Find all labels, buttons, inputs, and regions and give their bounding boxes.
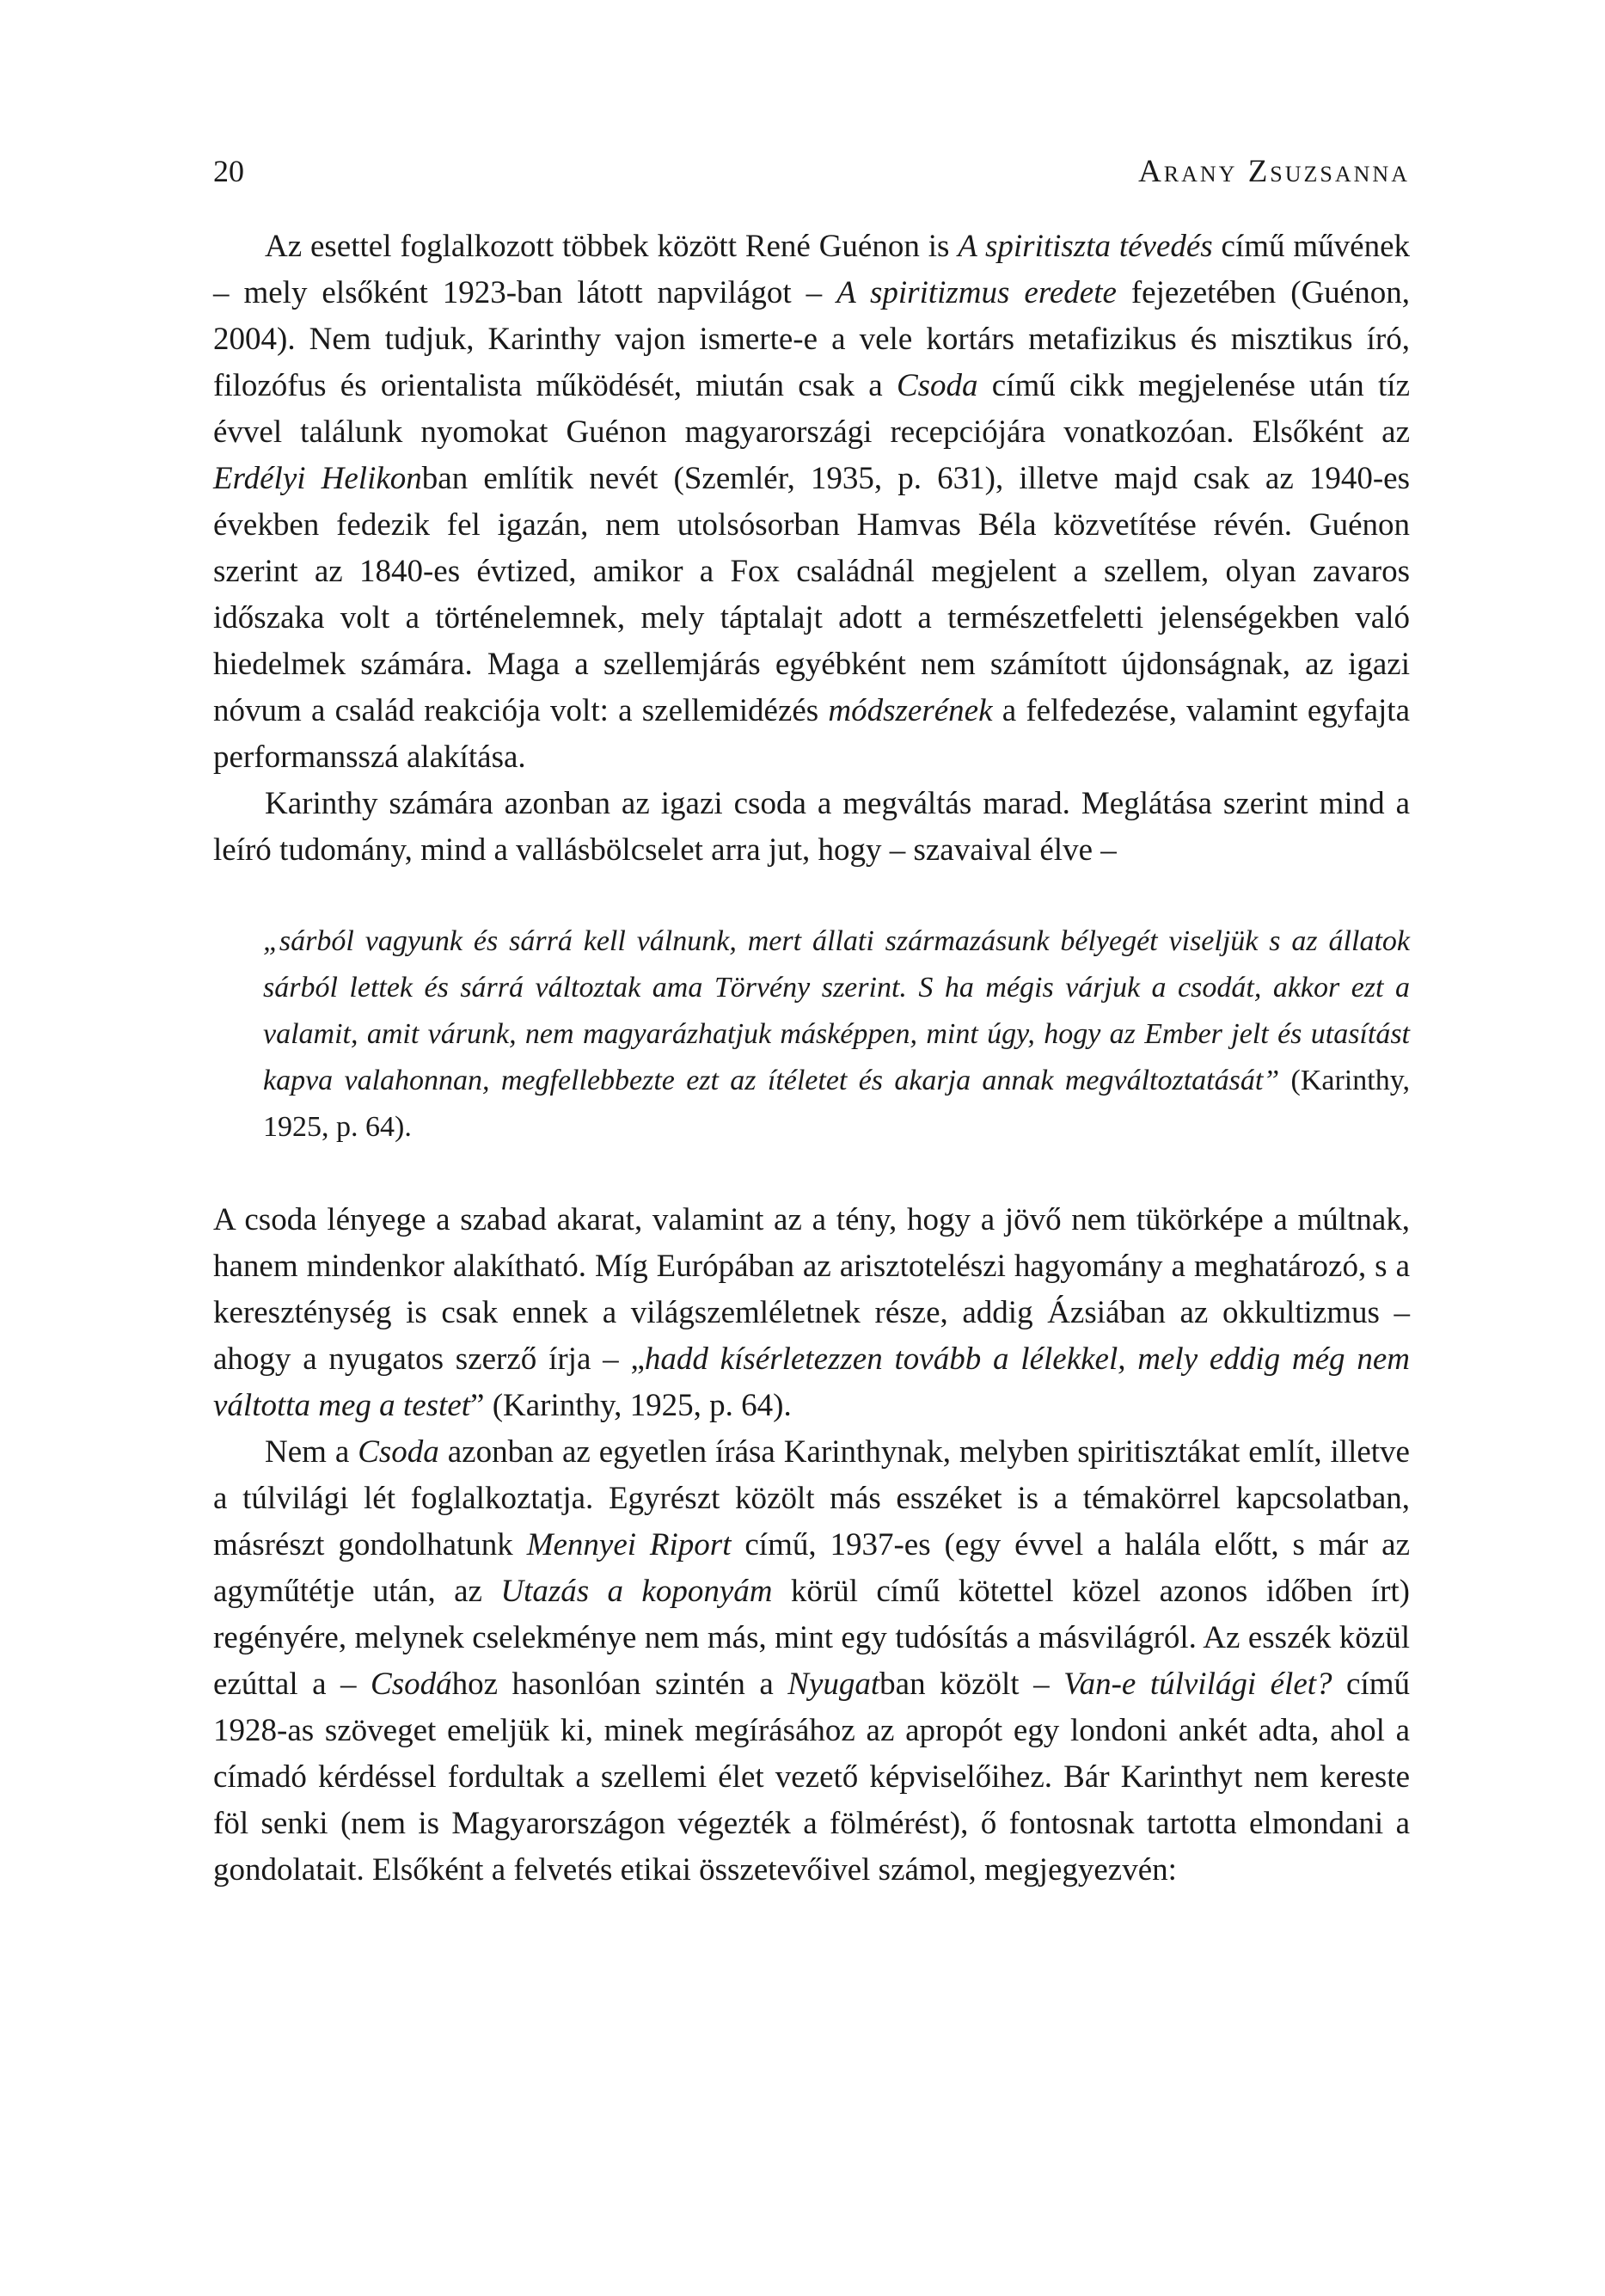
text-segment: Az esettel foglalkozott többek között René Guénon is xyxy=(265,229,959,264)
italic-text-segment: Erdélyi Helikon xyxy=(213,461,422,496)
text-segment: című, 1937-es (egy évvel a halála előtt, s már az agyműtétje után, az xyxy=(213,1527,1410,1609)
text-segment: a felfedezése, valamint egyfajta performansszá alakítása. xyxy=(213,693,1410,775)
text-segment: ban említik nevét (Szemlér, 1935, p. 631), illetve majd csak az 1940-es években fedezik fel igazán, nem utolsósorban Hamvas Béla közvetítése révén. Guénon szerint az 1840-es évtized, amikor a Fox családnál megjelent a szellem, olyan zavaros időszaka volt a történelemnek, mely táptalajt adott a természetfeletti jelenségekben való hiedelmek számára. Maga a szellemjárás egyébként nem számított újdonságnak, az igazi nóvum a család reakciója volt: a szellemidézés xyxy=(213,461,1411,728)
text-segment: Nem a xyxy=(265,1434,358,1470)
text-segment: azonban az egyetlen írása Karinthynak, melyben spiritisztákat említ, illetve a túlvilági lét foglalkoztatja. Egyrészt közölt más esszéket is a témakörrel kapcsolatban, másrészt gondolhatunk xyxy=(213,1434,1410,1562)
italic-text-segment: A spiritiszta tévedés xyxy=(958,229,1213,264)
paragraph-4 xyxy=(213,1429,1410,1894)
italic-text-segment: Utazás a koponyám xyxy=(500,1574,773,1609)
italic-text-segment: Mennyei Riport xyxy=(526,1527,732,1562)
italic-text-segment: Csoda xyxy=(358,1434,439,1470)
block-quote xyxy=(263,918,1410,1151)
italic-text-segment: Csoda xyxy=(896,368,978,403)
paragraph-3 xyxy=(213,1197,1410,1429)
italic-text-segment: „sárból vagyunk és sárrá kell válnunk, mert állati származásunk bélyegét viseljük s az állatok sárból lettek és sárrá változtak ama Törvény szerint. S ha mégis várjuk a csodát, akkor ezt a valamit, amit várunk, nem magyarázhatjuk másképpen, mint úgy, hogy az Ember jelt és utasítást kapva valahonnan, megfellebbezte ezt az ítéletet és akarja annak megváltoztatását” xyxy=(263,925,1410,1096)
text-segment: című cikk megjelenése után tíz évvel találunk nyomokat Guénon magyarországi recepciójára vonatkozóan. Elsőként az xyxy=(213,368,1410,450)
text-segment: A csoda lényege a szabad akarat, valamint az a tény, hogy a jövő nem tükörképe a múltnak, hanem mindenkor alakítható. Míg Európában az arisztotelészi hagyomány a meghatározó, s a kereszténység is csak ennek a világszemléletnek része, addig Ázsiában az okkultizmus – ahogy a nyugatos szerző írja – „ xyxy=(213,1202,1410,1377)
text-segment: című 1928-as szöveget emeljük ki, minek megírásához az apropót egy londoni ankét adta, ahol a címadó kérdéssel fordultak a szellemi élet vezető képviselőihez. Bár Karinthyt nem kereste föl senki (nem is Magyarországon végezték a fölmérést), ő fontosnak tartotta elmondani a gondolatait. Elsőként a felvetés etikai összetevőivel számol, megjegyezvén: xyxy=(213,1667,1411,1888)
text-column xyxy=(213,224,1410,1894)
italic-text-segment: módszerének xyxy=(828,693,993,728)
text-segment: körül című kötettel közel azonos időben írt) regényére, melynek cselekménye nem más, mint egy tudósítás a másvilágról. Az esszék közül ezúttal a – xyxy=(213,1574,1410,1702)
italic-text-segment: A spiritizmus eredete xyxy=(836,275,1117,310)
page-number: 20 xyxy=(213,154,244,188)
running-header-author: Arany Zsuzsanna xyxy=(1138,154,1410,189)
text-segment: hoz hasonlóan szintén a xyxy=(451,1667,788,1702)
running-header xyxy=(213,153,1410,190)
text-segment: című művének – mely elsőként 1923-ban látott napvilágot – xyxy=(213,229,1410,310)
italic-text-segment: hadd kísérletezzen tovább a lélekkel, mely eddig még nem váltotta meg a testet xyxy=(213,1341,1410,1423)
text-segment: (Karinthy, 1925, p. 64). xyxy=(263,1065,1410,1143)
italic-text-segment: Nyugat xyxy=(787,1667,880,1702)
text-segment: ” (Karinthy, 1925, p. 64). xyxy=(470,1388,792,1423)
italic-text-segment: Van-e túlvilági élet? xyxy=(1063,1667,1332,1702)
paragraph-2 xyxy=(213,781,1410,874)
italic-text-segment: Csodá xyxy=(371,1667,452,1702)
text-segment: ban közölt – xyxy=(879,1667,1064,1702)
text-segment: fejezetében (Guénon, 2004). Nem tudjuk, Karinthy vajon ismerte-e a vele kortárs metafizikus és misztikus író, filozófus és orientalista működését, miután csak a xyxy=(213,275,1410,403)
paragraph-1 xyxy=(213,224,1410,781)
text-segment: Karinthy számára azonban az igazi csoda a megváltás marad. Meglátása szerint mind a leíró tudomány, mind a vallásbölcselet arra jut, hogy – szavaival élve – xyxy=(213,786,1410,868)
